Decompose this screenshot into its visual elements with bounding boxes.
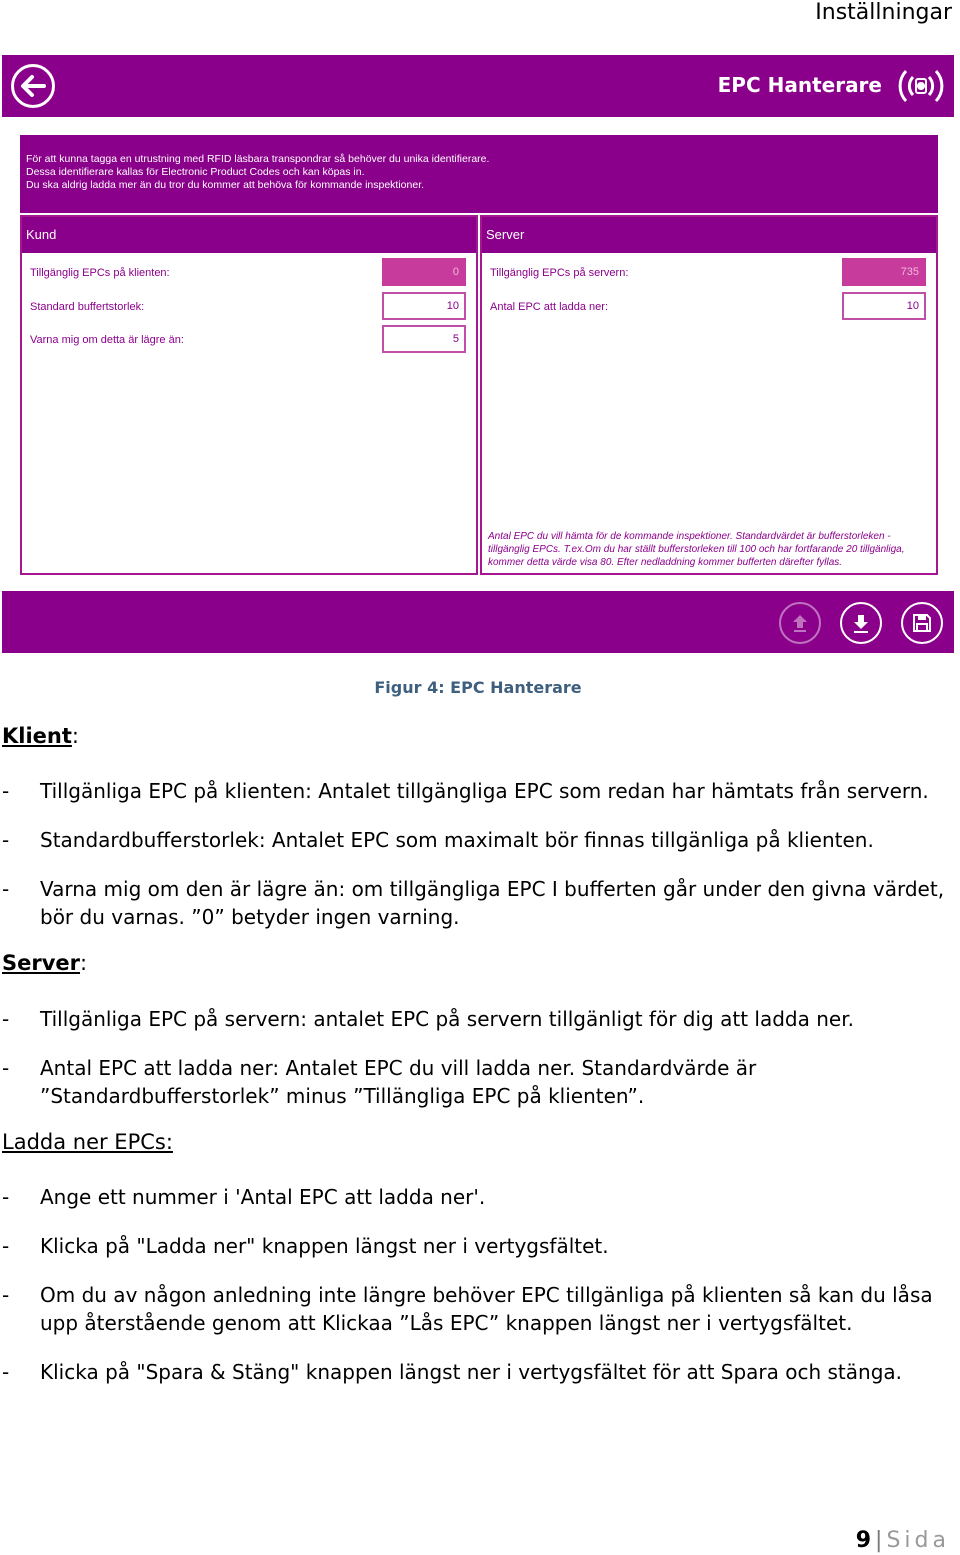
kund-buffer-input[interactable]: 10 (382, 292, 466, 320)
info-line: Dessa identifierare kallas för Electronic Product Codes och kan köpas in. (26, 166, 365, 178)
kund-available-label: Tillgänglig EPCs på klienten: (30, 267, 170, 279)
save-icon (910, 611, 934, 635)
page-footer: 9 | Sida (855, 1528, 950, 1553)
list-item: - Ange ett nummer i 'Antal EPC att ladda ner'. (2, 1185, 486, 1209)
list-item: - Tillgänliga EPC på servern: antalet EPC på servern tillgänligt för dig att ladda ner. (2, 1007, 854, 1031)
info-line: För att kunna tagga en utrustning med RFID läsbara transpondrar så behöver du unika identifierare. (26, 153, 490, 165)
server-panel (480, 215, 938, 575)
rfid-icon (898, 67, 944, 105)
server-download-input[interactable]: 10 (842, 292, 926, 320)
info-line: Du ska aldrig ladda mer än du tror du kommer att behöva för kommande inspektioner. (26, 179, 425, 191)
page-number: 9 (855, 1528, 872, 1553)
server-title: Server: (2, 951, 88, 975)
kund-warn-input[interactable]: 5 (382, 325, 466, 353)
epc-manager-screenshot (2, 55, 954, 653)
back-button[interactable] (11, 64, 55, 108)
download-button[interactable] (840, 602, 882, 644)
info-box (20, 135, 938, 213)
top-bar (2, 55, 954, 117)
ladda-title: Ladda ner EPCs: (2, 1130, 173, 1154)
server-available-label: Tillgänglig EPCs på servern: (490, 267, 629, 279)
list-item: - Tillgänliga EPC på klienten: Antalet tillgängliga EPC som redan har hämtats från servern. (2, 779, 929, 803)
list-item: - Antal EPC att ladda ner: Antalet EPC du vill ladda ner. Standardvärde är ”Standardbufferstorlek” minus ”Tillängliga EPC på klienten”. (2, 1056, 757, 1108)
list-item: - Varna mig om den är lägre än: om tillgängliga EPC I bufferten går under den givna värdet, bör du varnas. ”0” betyder ingen varning. (2, 877, 945, 929)
kund-available-value: 0 (382, 258, 466, 286)
server-note: Antal EPC du vill hämta för de kommande inspektioner. Standardvärdet är bufferstorleken - tillgänglig EPCs. T.ex.Om du har ställt bufferstorleken till 100 och har fortfarande 20 tillgänliga, kommer detta värde visa 80. Efter nedladdning kommer bufferten därefter fyllas. (488, 531, 905, 568)
list-item: - Klicka på "Spara & Stäng" knappen längst ner i vertygsfältet för att Spara och stänga. (2, 1360, 903, 1384)
server-download-label: Antal EPC att ladda ner: (490, 301, 609, 313)
app-title: EPC Hanterare (717, 73, 882, 97)
kund-panel (20, 215, 478, 575)
bottom-toolbar (2, 591, 954, 653)
save-button[interactable] (901, 602, 943, 644)
kund-buffer-label: Standard buffertstorlek: (30, 301, 145, 313)
server-heading: Server (482, 217, 936, 253)
arrow-left-icon (18, 71, 48, 101)
download-icon (849, 611, 873, 635)
upload-icon (788, 611, 812, 635)
list-item: - Om du av någon anledning inte längre behöver EPC tillgänliga på klienten så kan du låsa upp återstående genom att Klickaa ”Lås EPC” knappen längst ner i vertygsfältet. (2, 1283, 933, 1335)
page-header: Inställningar (815, 0, 952, 25)
upload-button[interactable] (779, 602, 821, 644)
klient-title: Klient: (2, 724, 79, 748)
list-item: - Klicka på "Ladda ner" knappen längst ner i vertygsfältet. (2, 1234, 609, 1258)
list-item: - Standardbufferstorlek: Antalet EPC som maximalt bör finnas tillgänliga på klienten. (2, 828, 874, 852)
figure-caption: Figur 4: EPC Hanterare (374, 678, 582, 697)
kund-heading: Kund (22, 217, 476, 253)
server-available-value: 735 (842, 258, 926, 286)
kund-warn-label: Varna mig om detta är lägre än: (30, 334, 184, 346)
page-word: Sida (886, 1528, 950, 1553)
